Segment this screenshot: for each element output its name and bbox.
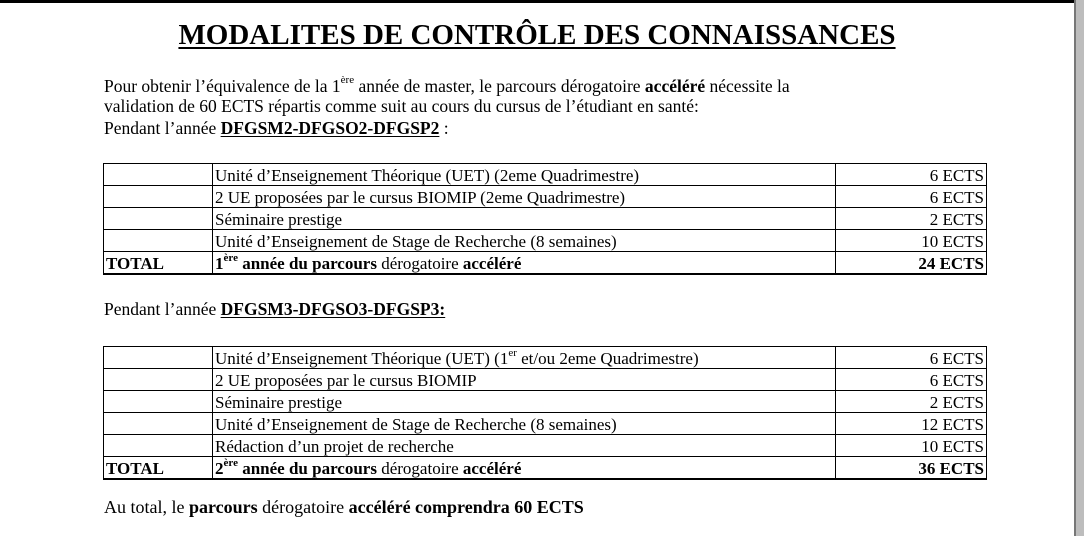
total-ects-cell: 36 ECTS bbox=[836, 457, 987, 480]
table-row bbox=[104, 208, 987, 230]
total-description-cell bbox=[213, 457, 836, 480]
second-year-heading bbox=[104, 299, 445, 319]
course-name-cell: Unité d’Enseignement Théorique (UET) (2eme Quadrimestre) bbox=[213, 164, 836, 186]
row-label-cell bbox=[104, 369, 213, 391]
table-row bbox=[104, 230, 987, 252]
total-year-number: 1 bbox=[215, 254, 224, 273]
row-label-cell bbox=[104, 413, 213, 435]
intro-text: année de master, le parcours dérogatoire bbox=[354, 76, 645, 96]
course-name-cell: Rédaction d’un projet de recherche bbox=[213, 435, 836, 457]
table-row bbox=[104, 164, 987, 186]
total-bold-text: accéléré bbox=[462, 254, 522, 273]
course-name-cell: 2 UE proposées par le cursus BIOMIP bbox=[213, 369, 836, 391]
total-label-cell: TOTAL bbox=[104, 252, 213, 275]
first-year-heading bbox=[104, 118, 449, 138]
conclusion-bold: accéléré comprendra 60 ECTS bbox=[348, 497, 584, 517]
course-name-text: Unité d’Enseignement Théorique (UET) (1 bbox=[215, 349, 509, 368]
second-year-label: DFGSM3-DFGSO3-DFGSP3: bbox=[220, 299, 446, 319]
intro-text: Pour obtenir l’équivalence de la 1 bbox=[104, 76, 341, 96]
table-row bbox=[104, 435, 987, 457]
total-label-cell: TOTAL bbox=[104, 457, 213, 480]
total-bold-text: année du parcours bbox=[237, 459, 382, 478]
course-name-cell: Unité d’Enseignement de Stage de Recherche (8 semaines) bbox=[213, 413, 836, 435]
row-label-cell bbox=[104, 435, 213, 457]
intro-line-2: validation de 60 ECTS répartis comme suit au cours du cursus de l’étudiant en santé: bbox=[104, 96, 699, 116]
total-bold-text: année du parcours bbox=[237, 254, 382, 273]
course-name-cell: Séminaire prestige bbox=[213, 208, 836, 230]
document-title-text: MODALITES DE CONTRÔLE DES CONNAISSANCES bbox=[178, 19, 896, 51]
first-year-ects-table bbox=[103, 163, 987, 275]
ects-cell: 10 ECTS bbox=[836, 435, 987, 457]
superscript: ère bbox=[340, 74, 355, 86]
ects-cell: 2 ECTS bbox=[836, 391, 987, 413]
first-year-label: DFGSM2-DFGSO2-DFGSP2 bbox=[220, 118, 440, 138]
total-year-number: 2 bbox=[215, 459, 224, 478]
page-top-edge bbox=[0, 0, 1084, 3]
row-label-cell bbox=[104, 186, 213, 208]
total-ects-cell: 24 ECTS bbox=[836, 252, 987, 275]
total-regular-text: dérogatoire bbox=[381, 254, 463, 273]
superscript: er bbox=[508, 347, 517, 359]
ects-cell: 6 ECTS bbox=[836, 164, 987, 186]
table-row bbox=[104, 413, 987, 435]
row-label-cell bbox=[104, 230, 213, 252]
intro-text: nécessite la bbox=[705, 76, 790, 96]
table-row bbox=[104, 369, 987, 391]
document-title bbox=[0, 18, 1074, 52]
total-row bbox=[104, 252, 987, 275]
row-label-cell bbox=[104, 164, 213, 186]
superscript: ère bbox=[223, 252, 238, 264]
ects-cell: 12 ECTS bbox=[836, 413, 987, 435]
course-name-text: et/ou 2eme Quadrimestre) bbox=[516, 349, 699, 368]
intro-line-1 bbox=[104, 76, 790, 96]
second-year-ects-table bbox=[103, 346, 987, 480]
course-name-cell: Séminaire prestige bbox=[213, 391, 836, 413]
first-year-suffix: : bbox=[439, 118, 449, 138]
total-bold-text: accéléré bbox=[462, 459, 522, 478]
intro-bold: accéléré bbox=[644, 76, 706, 96]
ects-cell: 6 ECTS bbox=[836, 369, 987, 391]
total-regular-text: dérogatoire bbox=[381, 459, 463, 478]
row-label-cell bbox=[104, 208, 213, 230]
conclusion-text: dérogatoire bbox=[257, 497, 349, 517]
conclusion-bold: parcours bbox=[188, 497, 258, 517]
table-row bbox=[104, 347, 987, 369]
row-label-cell bbox=[104, 347, 213, 369]
conclusion-text: Au total, le bbox=[104, 497, 189, 517]
conclusion-line bbox=[104, 497, 584, 517]
ects-cell: 10 ECTS bbox=[836, 230, 987, 252]
page-scrollbar-edge[interactable] bbox=[1074, 0, 1084, 536]
course-name-cell: 2 UE proposées par le cursus BIOMIP (2eme Quadrimestre) bbox=[213, 186, 836, 208]
first-year-prefix: Pendant l’année bbox=[104, 118, 221, 138]
superscript: ère bbox=[223, 457, 238, 469]
table-row bbox=[104, 186, 987, 208]
ects-cell: 6 ECTS bbox=[836, 347, 987, 369]
table-row bbox=[104, 391, 987, 413]
course-name-cell bbox=[213, 347, 836, 369]
total-row bbox=[104, 457, 987, 480]
ects-cell: 2 ECTS bbox=[836, 208, 987, 230]
ects-cell: 6 ECTS bbox=[836, 186, 987, 208]
course-name-cell: Unité d’Enseignement de Stage de Recherche (8 semaines) bbox=[213, 230, 836, 252]
row-label-cell bbox=[104, 391, 213, 413]
total-description-cell bbox=[213, 252, 836, 275]
second-year-prefix: Pendant l’année bbox=[104, 299, 221, 319]
